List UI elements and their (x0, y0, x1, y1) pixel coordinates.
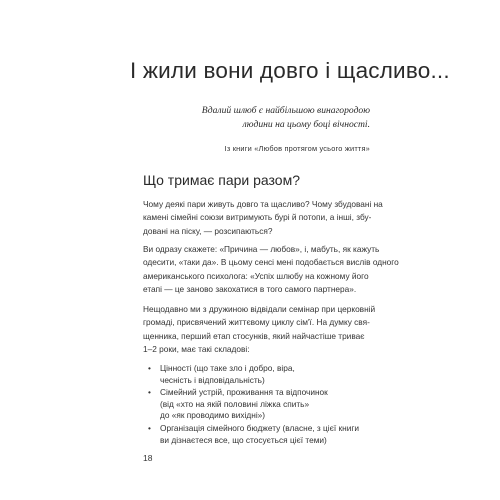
paragraph-line: Ви одразу скажете: «Причина — любов», і, мабуть, як кажуть (143, 244, 380, 254)
chapter-title: І жили вони довго і щасливо... (130, 58, 450, 83)
list-item (148, 363, 374, 386)
epigraph-line: людини на цьому боці вічності. (242, 119, 370, 130)
list-item-line: • Організація сімейного бюджету (власне, з цієї книги (160, 422, 359, 433)
paragraph-line: щенника, перший етап стосунків, який найчастіше триває (143, 330, 365, 341)
epigraph (70, 104, 370, 132)
list-item-line: • Цінності (що таке зло і добро, віра, (160, 363, 295, 373)
list-item (148, 423, 374, 446)
list-item-line: чесність і відповідальність) (160, 374, 265, 385)
paragraph-line: громаді, присвячений життєвому циклу сім'ї. На думку свя- (143, 317, 370, 328)
epigraph-line: Вдалий шлюб є найбільшою винагородою (201, 105, 370, 116)
list-item-line: (від «хто на якій половині ліжка спить» (160, 398, 310, 409)
list-item-line: • Сімейний устрій, проживання та відпочинок (160, 387, 328, 398)
paragraph-line: довані на піску, — розсипаються? (143, 225, 273, 236)
paragraph (143, 243, 399, 296)
paragraph-line: камені сімейні союзи витримують бурі й потопи, а інші, збу- (143, 212, 372, 223)
list-item-line: ви дізнаєтеся все, що стосується цієї теми) (160, 434, 327, 445)
paragraph (143, 303, 376, 356)
paragraph (143, 198, 383, 238)
list-item (148, 387, 374, 422)
paragraph-line: етапі — це заново закохатися в того самого партнера». (143, 283, 357, 294)
section-heading: Що тримає пари разом? (143, 172, 301, 188)
paragraph-line: 1–2 роки, має такі складові: (143, 343, 250, 354)
paragraph-line: одесити, «таки да». В цьому сенсі мені подобається вислів одного (143, 257, 399, 268)
paragraph-line: Чому деякі пари живуть довго та щасливо? Чому збудовані на (143, 199, 383, 209)
paragraph-line: американського психолога: «Успіх шлюбу на кожному його (143, 270, 369, 281)
list-item-line: до «як проводимо вихідні») (160, 410, 266, 421)
paragraph-line: Нещодавно ми з дружиною відвідали семінар при церковній (143, 304, 376, 314)
page-number: 18 (143, 453, 153, 463)
bullet-list (148, 363, 374, 447)
epigraph-source: Із книги «Любов протягом усього життя» (224, 144, 370, 153)
